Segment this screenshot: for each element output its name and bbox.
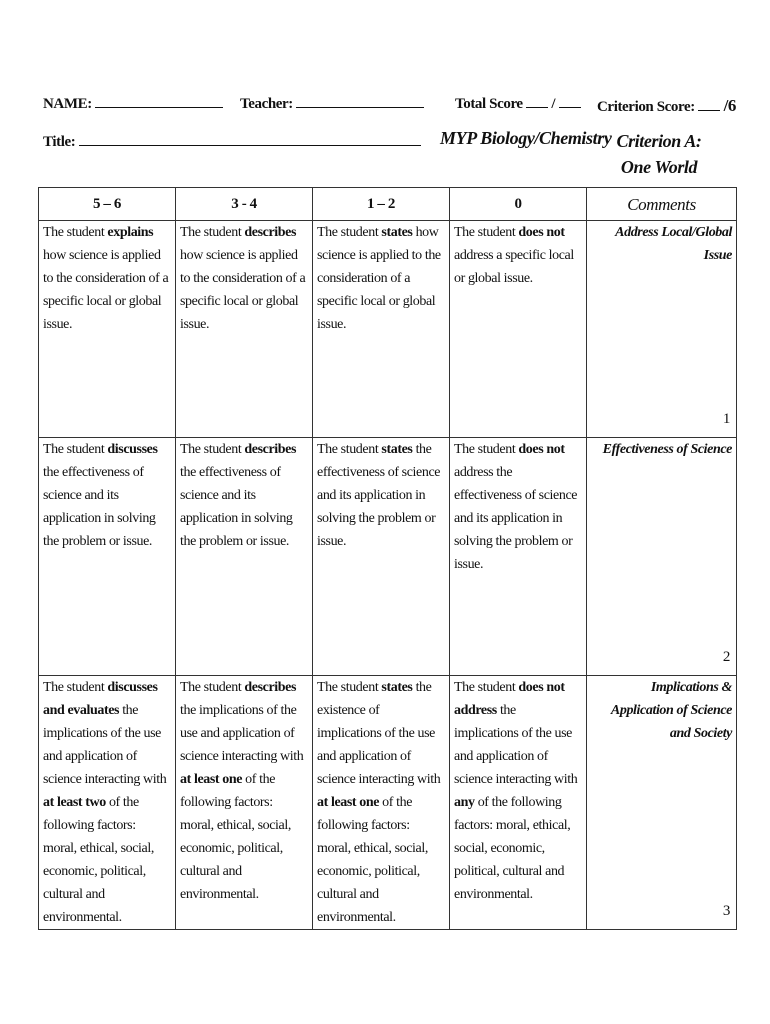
criterion-line1: Criterion A: [616,131,702,151]
teacher-label: Teacher: [240,96,293,112]
title-field [43,134,421,151]
descriptor-cell: The student describes the effectiveness of science and its application in solving the problem or issue. [176,438,313,676]
row-number: 2 [722,649,730,665]
criterion-line2: One World [620,157,698,177]
title-blank[interactable] [79,145,421,146]
total-score-label: Total Score [455,96,523,112]
descriptor-cell: The student does not address the implications of the use and application of science interacting with any of the following factors: moral, ethical, social, economic, political, cultural and environmental. [450,676,587,930]
table-row [39,221,737,438]
name-label: NAME: [43,96,92,112]
column-header: 1 – 2 [313,188,450,221]
name-field [43,96,223,113]
row-number: 3 [722,903,730,919]
comment-title: Effectiveness of Science [602,442,732,457]
criterion-score-max: /6 [723,96,737,115]
rubric-table [38,187,737,930]
column-header: 0 [450,188,587,221]
descriptor-cell: The student discusses the effectiveness of science and its application in solving the problem or issue. [39,438,176,676]
comments-header: Comments [587,188,737,221]
descriptor-cell: The student does not address the effectiveness of science and its application in solving the problem or issue. [450,438,587,676]
comments-cell[interactable] [587,438,737,676]
total-score-blank[interactable] [526,107,548,108]
comments-cell[interactable] [587,676,737,930]
table-row [39,676,737,930]
name-blank[interactable] [95,107,223,108]
descriptor-cell: The student states how science is applied to the consideration of a specific local or global issue. [313,221,450,438]
teacher-field [240,96,424,113]
header-row [39,188,737,221]
column-header: 5 – 6 [39,188,176,221]
total-score-separator: / [551,96,556,112]
total-score-field [455,96,581,113]
descriptor-cell: The student discusses and evaluates the implications of the use and application of science interacting with at least two of the following factors: moral, ethical, social, economic, political, cultural and environmental. [39,676,176,930]
comment-title: Address Local/Global Issue [615,225,732,263]
criterion-heading [596,128,722,180]
criterion-score-label: Criterion Score: [597,99,695,115]
descriptor-cell: The student explains how science is applied to the consideration of a specific local or global issue. [39,221,176,438]
descriptor-cell: The student states the effectiveness of science and its application in solving the problem or issue. [313,438,450,676]
table-row [39,438,737,676]
total-score-max-blank[interactable] [559,107,581,108]
subject-heading: MYP Biology/Chemistry [440,128,612,148]
comments-cell[interactable] [587,221,737,438]
descriptor-cell: The student describes how science is applied to the consideration of a specific local or global issue. [176,221,313,438]
criterion-score-field [597,96,736,116]
column-header: 3 - 4 [176,188,313,221]
title-label: Title: [43,134,76,150]
descriptor-cell: The student describes the implications of the use and application of science interacting with at least one of the following factors: moral, ethical, social, economic, political, cultural and environmental. [176,676,313,930]
descriptor-cell: The student states the existence of implications of the use and application of science interacting with at least one of the following factors: moral, ethical, social, economic, political, cultural and environmental. [313,676,450,930]
descriptor-cell: The student does not address a specific local or global issue. [450,221,587,438]
row-number: 1 [722,411,730,427]
criterion-score-blank[interactable] [698,110,720,111]
teacher-blank[interactable] [296,107,424,108]
comment-title: Implications & Application of Science and Society [610,680,732,741]
